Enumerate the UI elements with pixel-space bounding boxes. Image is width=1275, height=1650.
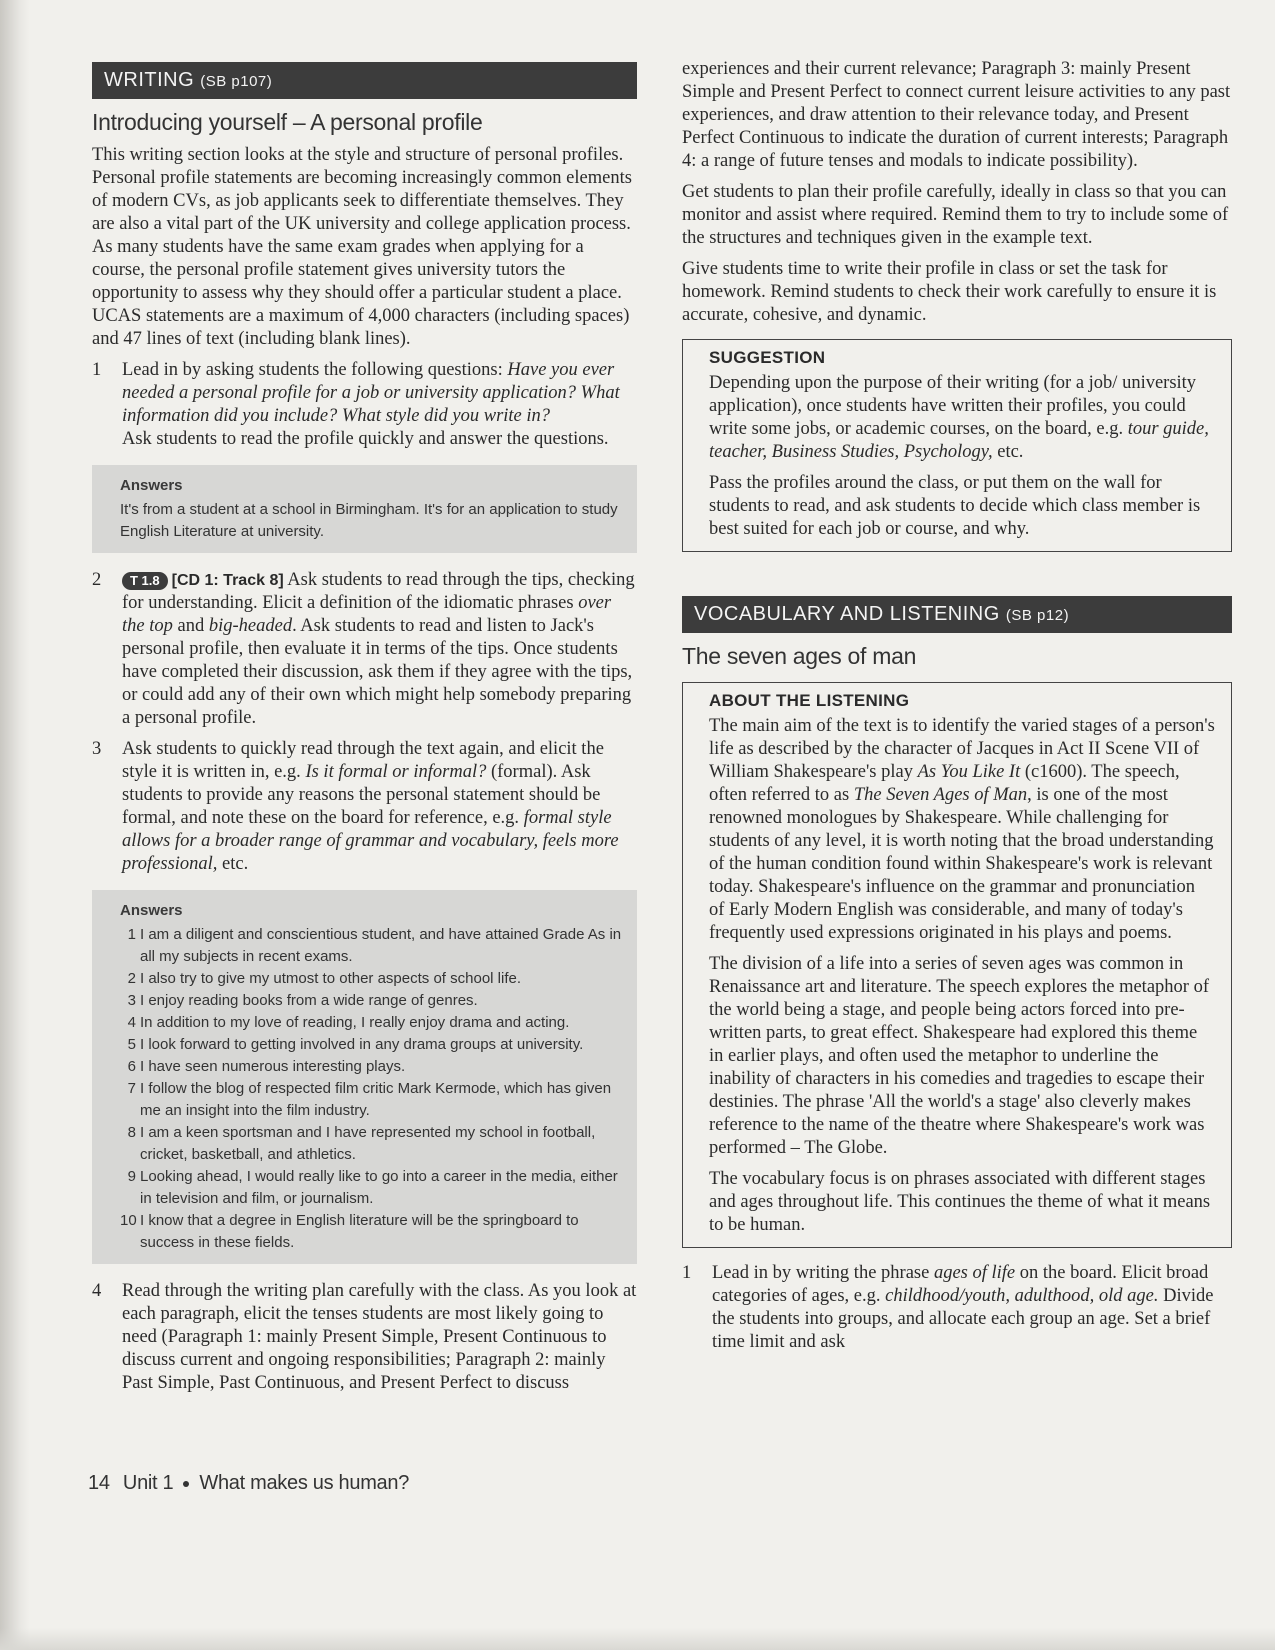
answer-item	[120, 1210, 627, 1254]
scan-bottom-shadow	[0, 1628, 1275, 1650]
step-number: 4	[92, 1281, 102, 1301]
step-2-part: Ask students to read through the tips, checking for understanding. Elicit a definition of the idiomatic phrases	[122, 570, 635, 613]
vocab-step-part: Lead in by writing the phrase	[712, 1263, 934, 1283]
suggestion-part: etc.	[992, 442, 1024, 462]
step-number: 2	[92, 570, 102, 590]
answer-number: 9	[127, 1168, 136, 1185]
vocab-step-phrase: childhood/youth, adulthood, old age.	[885, 1286, 1159, 1306]
footer-title: What makes us human?	[199, 1472, 410, 1494]
answer-item	[120, 1078, 627, 1122]
writing-section-title: Introducing yourself – A personal profile	[92, 109, 483, 135]
answers-heading: Answers	[120, 477, 183, 494]
step-2-phrase: over the top	[122, 593, 612, 636]
step-3-part: (formal). Ask students to provide any reasons the personal statement should be formal, and note these on the board for reference, e.g.	[122, 762, 601, 828]
step-2-phrase: big-headed	[208, 616, 293, 636]
answer-item	[120, 1122, 627, 1166]
writing-step-3	[92, 738, 637, 876]
bullet-icon	[183, 1481, 189, 1487]
right-column	[682, 58, 1232, 1362]
suggestion-text-2: Pass the profiles around the class, or put them on the wall for students to read, and ask students to decide which class member is best suited for each job or course, and why.	[709, 473, 1201, 539]
step-2-part: and	[172, 616, 209, 636]
step-1-lead: Lead in by asking students the following questions:	[122, 360, 508, 380]
answers-box-1	[92, 465, 637, 553]
page-footer	[88, 1472, 409, 1495]
vocab-step-1-text	[712, 1262, 1232, 1354]
writing-step-1	[92, 359, 637, 451]
answer-number: 8	[127, 1124, 136, 1141]
answer-number: 2	[127, 970, 136, 987]
suggestion-part: Depending upon the purpose of their writing (for a job/ university application), once students have written their profiles, you could write some jobs, or academic courses, on the board, e.g.	[709, 373, 1197, 439]
answer-number: 6	[127, 1058, 136, 1075]
writing-step-4	[92, 1280, 637, 1395]
answer-text: I have seen numerous interesting plays.	[140, 1058, 406, 1075]
step-number: 3	[92, 739, 102, 759]
page-number: 14	[88, 1472, 110, 1494]
about-text-3: The vocabulary focus is on phrases associated with different stages and ages throughout life. This continues the theme of what it means to be human.	[709, 1169, 1211, 1235]
suggestion-heading: SUGGESTION	[709, 348, 826, 367]
answer-number: 5	[127, 1036, 136, 1053]
answer-item	[120, 1012, 627, 1034]
step-1-follow: Ask students to read the profile quickly and answer the questions.	[122, 429, 609, 449]
answer-item	[120, 1166, 627, 1210]
writing-step-2	[92, 569, 637, 730]
answers-heading: Answers	[120, 902, 183, 919]
answer-number: 3	[127, 992, 136, 1009]
answer-item	[120, 990, 627, 1012]
writing-banner	[92, 62, 637, 99]
answer-item	[120, 1034, 627, 1056]
plan-paragraph: Get students to plan their profile carefully, ideally in class so that you can monitor and assist where required. Remind them to try to include some of the structures and techniques given in the example text.	[682, 182, 1229, 248]
writing-intro: This writing section looks at the style and structure of personal profiles. Personal profile statements are becoming increasingly common elements of modern CVs, as job applicants seek to differentiate themselves. They are also a vital part of the UK university and college application process. As many students have the same exam grades when applying for a course, the personal profile statement gives university tutors the opportunity to assess why they should offer a particular student a place. UCAS statements are a maximum of 4,000 characters (including spaces) and 47 lines of text (including blank lines).	[92, 145, 632, 349]
homework-paragraph: Give students time to write their profile in class or set the task for homework. Remind students to check their work carefully to ensure it is accurate, cohesive, and dynamic.	[682, 259, 1217, 325]
about-part: (c1600). The speech, often referred to as	[709, 762, 1180, 805]
answers-text: It's from a student at a school in Birmingham. It's for an application to study English Literature at university.	[120, 501, 618, 540]
about-text-1	[709, 715, 1215, 945]
vocabulary-banner-title: VOCABULARY AND LISTENING	[694, 603, 1000, 625]
step-3-part: etc.	[217, 854, 249, 874]
vocab-step-part: on the board. Elicit broad categories of ages, e.g.	[712, 1263, 1209, 1306]
answer-text: I enjoy reading books from a wide range of genres.	[140, 992, 478, 1009]
footer-unit: Unit 1	[122, 1472, 174, 1494]
answer-number: 10	[120, 1212, 137, 1229]
vocabulary-banner	[682, 596, 1232, 633]
vocabulary-section-title: The seven ages of man	[682, 643, 917, 669]
answer-text: Looking ahead, I would really like to go into a career in the media, either in television and film, or journalism.	[140, 1168, 618, 1207]
answer-text: In addition to my love of reading, I really enjoy drama and acting.	[140, 1014, 570, 1031]
vocab-step-phrase: ages of life	[933, 1263, 1016, 1283]
vocabulary-banner-ref: (SB p12)	[1005, 607, 1070, 624]
answer-text: I look forward to getting involved in any drama groups at university.	[140, 1036, 584, 1053]
about-listening-heading: ABOUT THE LISTENING	[709, 691, 910, 710]
speech-title: The Seven Ages of Man	[853, 785, 1028, 805]
answer-item	[120, 924, 627, 968]
step-3-text	[122, 738, 637, 876]
left-column	[92, 62, 637, 1403]
step-number: 1	[92, 360, 102, 380]
answer-text: I follow the blog of respected film critic Mark Kermode, which has given me an insight into the film industry.	[140, 1080, 612, 1119]
step-3-phrase: formal style allows for a broader range of grammar and vocabulary, feels more professional,	[122, 808, 619, 874]
about-listening-box	[682, 682, 1232, 1248]
step-2-text	[122, 569, 637, 730]
step-4-text: Read through the writing plan carefully with the class. As you look at each paragraph, elicit the tenses students are most likely going to need (Paragraph 1: mainly Present Simple, Present Continuous to discuss current and ongoing responsibilities; Paragraph 2: mainly Past Simple, Past Continuous, and Present Perfect to discuss	[122, 1281, 637, 1393]
writing-banner-title: WRITING	[104, 69, 195, 91]
answer-item	[120, 1056, 627, 1078]
audio-track-badge: T 1.8	[122, 572, 168, 590]
answer-text: I also try to give my utmost to other aspects of school life.	[140, 970, 521, 987]
step-2-part: . Ask students to read and listen to Jack's personal profile, then evaluate it in terms of the tips. Once students have completed their discussion, ask them if they agree with the tips, or could add any of their own which might help somebody preparing a personal profile.	[122, 616, 633, 728]
suggestion-examples: tour guide, teacher, Business Studies, Psychology,	[709, 419, 1209, 462]
about-part: The main aim of the text is to identify the varied stages of a person's life as described by the character of Jacques in Act II Scene VII of William Shakespeare's play	[709, 716, 1215, 782]
step-3-part: Ask students to quickly read through the text again, and elicit the style it is written in, e.g.	[122, 739, 604, 782]
vocab-step-part: Divide the students into groups, and allocate each group an age. Set a brief time limit and ask	[712, 1286, 1214, 1352]
cd-track-ref: [CD 1: Track 8]	[171, 572, 284, 589]
step-1-questions: Have you ever needed a personal profile for a job or university application? What information did you include? What style did you write in?	[122, 360, 620, 426]
answer-number: 4	[127, 1014, 136, 1031]
answers-box-2	[92, 890, 637, 1264]
step-number: 1	[682, 1263, 692, 1283]
play-title: As You Like It	[917, 762, 1021, 782]
answer-number: 1	[127, 926, 136, 943]
answer-number: 7	[127, 1080, 136, 1097]
answer-text: I am a diligent and conscientious student, and have attained Grade As in all my subjects in recent exams.	[140, 926, 622, 965]
about-text-2: The division of a life into a series of seven ages was common in Renaissance art and literature. The speech explores the metaphor of the world being a stage, and people being actors forced into pre-written parts, to great effect. Shakespeare had explored this theme in earlier plays, and often used the metaphor to underline the inability of characters in his comedies and tragedies to escape their destinies. The phrase 'All the world's a stage' also cleverly makes reference to the name of the theatre where Shakespeare's work was performed – The Globe.	[709, 954, 1209, 1158]
writing-banner-ref: (SB p107)	[200, 73, 273, 90]
answer-item	[120, 968, 627, 990]
answer-text: I am a keen sportsman and I have represented my school in football, cricket, basketball, and athletics.	[140, 1124, 596, 1163]
step-1-text	[122, 359, 637, 428]
vocabulary-step-1	[682, 1262, 1232, 1354]
answer-text: I know that a degree in English literature will be the springboard to success in these fields.	[140, 1212, 579, 1251]
writing-step-4-continued: experiences and their current relevance; Paragraph 3: mainly Present Simple and Present Perfect to connect current leisure activities to any past experiences, and draw attention to their relevance today, and Present Perfect Continuous to indicate the duration of current interests; Paragraph 4: a range of future tenses and modals to indicate possibility).	[682, 59, 1231, 171]
step-3-phrase: Is it formal or informal?	[305, 762, 487, 782]
suggestion-box	[682, 339, 1232, 552]
scan-shadow	[0, 0, 30, 1650]
about-part: , is one of the most renowned monologues by Shakespeare. While challenging for students of any level, it is worth noting that the broad understanding of the human condition found within Shakespeare's work is relevant today. Shakespeare's influence on the grammar and pronunciation of Early Modern English was considerable, and many of today's frequently used expressions originated in his plays and poems.	[709, 785, 1214, 943]
answers-list	[120, 924, 627, 1254]
suggestion-text-1	[709, 372, 1215, 464]
